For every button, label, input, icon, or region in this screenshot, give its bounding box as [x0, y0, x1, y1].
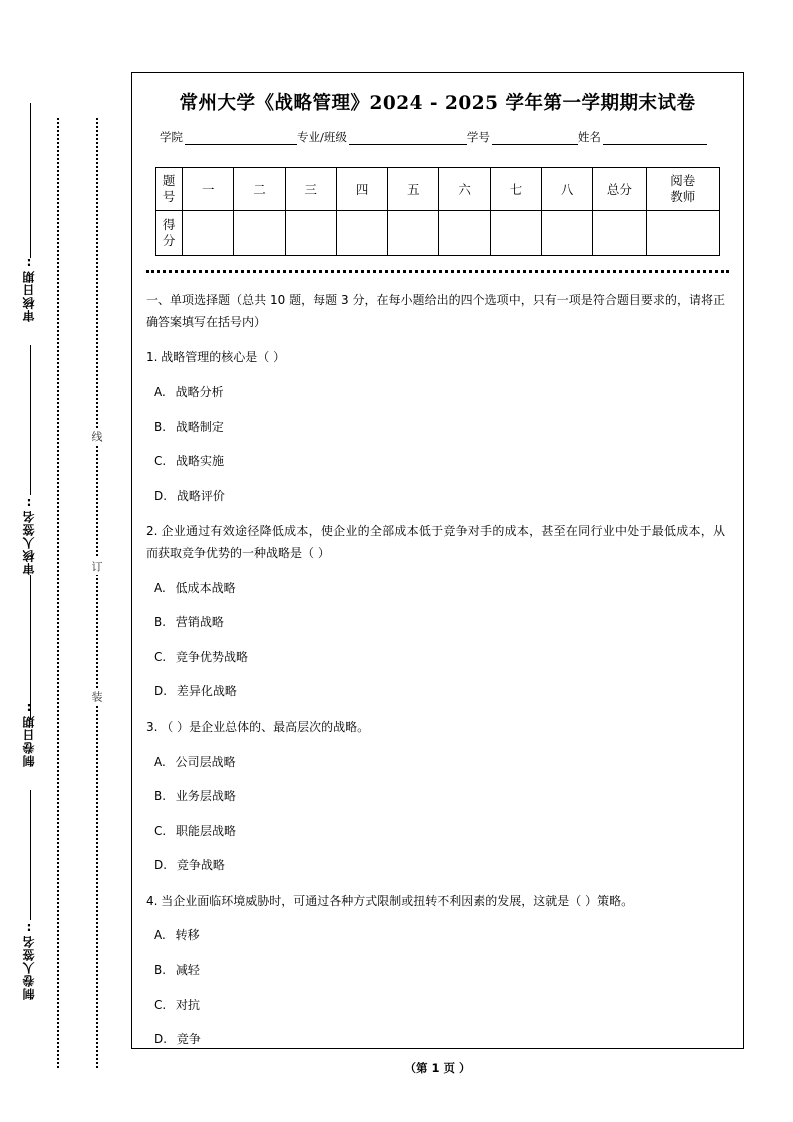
- question-4-option-a[interactable]: [146, 925, 725, 947]
- table-row-scores: [156, 211, 720, 256]
- binding-dotted-line-inner: [96, 118, 98, 1068]
- question-1-option-d[interactable]: [146, 486, 725, 508]
- section-divider: [146, 270, 729, 273]
- section-heading: 一、单项选择题（总共 10 题，每题 3 分，在每小题给出的四个选项中，只有一项是符合题目要求的，请将正确答案填写在括号内）: [146, 293, 725, 330]
- question-4-option-d[interactable]: [146, 1029, 725, 1051]
- score-cell-4[interactable]: [336, 211, 387, 256]
- field-label-major-class: 专业/班级: [297, 130, 347, 144]
- margin-label-auditor-signature: 审核人签名:: [22, 495, 36, 575]
- question-1-number: 1.: [146, 350, 158, 365]
- page-title: 常州大学《战略管理》2024 - 2025 学年第一学期期末试卷: [179, 93, 696, 114]
- margin-rule-2: [30, 345, 31, 495]
- score-col-1: 一: [183, 168, 234, 211]
- question-3-option-c-text: 职能层战略: [176, 823, 237, 838]
- score-col-8: 八: [542, 168, 593, 211]
- margin-rule-1: [30, 103, 31, 258]
- score-col-4: 四: [336, 168, 387, 211]
- score-col-3: 三: [285, 168, 336, 211]
- question-4-option-c-text: 对抗: [176, 997, 201, 1012]
- binding-margin: [0, 0, 131, 1122]
- question-2-option-c-text: 竞争优势战略: [176, 649, 249, 664]
- question-4-option-a-text: 转移: [175, 928, 200, 943]
- question-1-option-c-text: 战略实施: [176, 454, 225, 469]
- binding-mark-ding: 订: [88, 558, 104, 575]
- margin-label-produce-date: 制卷日期:: [22, 700, 36, 767]
- field-input-college[interactable]: [185, 132, 297, 145]
- exam-content: [146, 289, 725, 1051]
- score-cell-2[interactable]: [234, 211, 285, 256]
- field-label-college: 学院: [160, 130, 183, 144]
- field-label-student-id: 学号: [466, 130, 490, 144]
- binding-mark-zhuang: 装: [88, 688, 104, 705]
- question-1-option-a[interactable]: [146, 382, 725, 404]
- score-col-5: 五: [388, 168, 439, 211]
- score-cell-total[interactable]: [593, 211, 646, 256]
- score-cell-3[interactable]: [285, 211, 336, 256]
- question-1-option-b[interactable]: [146, 417, 725, 439]
- margin-label-producer-signature: 制卷人签名:: [22, 920, 36, 1000]
- score-cell-1[interactable]: [183, 211, 234, 256]
- question-1-option-a-letter: A.: [154, 384, 166, 399]
- question-4-option-c[interactable]: [146, 995, 725, 1017]
- field-input-name[interactable]: [603, 132, 707, 145]
- question-2-option-d-text: 差异化战略: [176, 684, 237, 699]
- field-input-student-id[interactable]: [492, 132, 578, 145]
- question-1-option-a-text: 战略分析: [175, 384, 224, 399]
- score-col-teacher-line2: 教师: [670, 189, 696, 204]
- score-cell-6[interactable]: [439, 211, 490, 256]
- field-input-major-class[interactable]: [349, 132, 467, 145]
- score-col-7: 七: [490, 168, 541, 211]
- question-2-text: 企业通过有效途径降低成本，使企业的全部成本低于竞争对手的成本，甚至在同行业中处于最低成本，从而获取竞争优势的一种战略是（ ）: [146, 524, 725, 560]
- score-table: [155, 167, 720, 256]
- table-row-question-numbers: [156, 168, 720, 211]
- question-3-option-c-letter: C.: [154, 823, 167, 838]
- question-3-option-c[interactable]: [146, 821, 725, 843]
- row-label-question-number: [156, 168, 183, 211]
- question-1-option-d-letter: D.: [154, 488, 168, 503]
- question-3-option-b-text: 业务层战略: [175, 789, 236, 804]
- question-2-option-b-text: 营销战略: [175, 615, 224, 630]
- question-4-text: 当企业面临环境威胁时，可通过各种方式限制或扭转不利因素的发展，这就是（ ）策略。: [161, 893, 634, 908]
- question-2-option-a[interactable]: [146, 578, 725, 600]
- margin-rule-4: [30, 790, 31, 920]
- margin-label-audit-date: 审核日期:: [22, 255, 36, 322]
- question-1-option-b-letter: B.: [154, 419, 167, 434]
- page-footer: （第 1 页 ）: [404, 1061, 471, 1075]
- row-label-score-char2: 分: [162, 233, 176, 248]
- question-4-option-d-letter: D.: [154, 1032, 168, 1047]
- score-col-total: 总分: [593, 168, 646, 211]
- score-col-2: 二: [234, 168, 285, 211]
- question-1-text: 战略管理的核心是（ ）: [161, 350, 286, 365]
- question-2: [146, 521, 725, 564]
- question-3-option-a-letter: A.: [154, 754, 166, 769]
- question-3-option-a[interactable]: [146, 752, 725, 774]
- question-3-option-d-text: 竞争战略: [176, 858, 225, 873]
- question-3-option-b[interactable]: [146, 786, 725, 808]
- question-4-number: 4.: [146, 893, 158, 908]
- question-1: [146, 347, 725, 369]
- score-cell-teacher[interactable]: [646, 211, 719, 256]
- question-1-option-c-letter: C.: [154, 454, 167, 469]
- question-1-option-b-text: 战略制定: [175, 419, 224, 434]
- question-4-option-b[interactable]: [146, 960, 725, 982]
- score-col-teacher: [646, 168, 719, 211]
- binding-dotted-line-outer: [57, 118, 59, 1068]
- question-2-option-a-letter: A.: [154, 580, 166, 595]
- margin-rule-3: [30, 575, 31, 720]
- score-cell-8[interactable]: [542, 211, 593, 256]
- question-2-option-b-letter: B.: [154, 615, 167, 630]
- question-2-option-c-letter: C.: [154, 649, 167, 664]
- question-2-option-c[interactable]: [146, 647, 725, 669]
- question-1-option-d-text: 战略评价: [176, 488, 225, 503]
- question-4-option-a-letter: A.: [154, 928, 166, 943]
- row-label-question-number-char2: 号: [162, 189, 176, 204]
- question-2-option-d-letter: D.: [154, 684, 168, 699]
- question-2-option-b[interactable]: [146, 612, 725, 634]
- score-cell-5[interactable]: [388, 211, 439, 256]
- question-3-option-b-letter: B.: [154, 789, 167, 804]
- binding-mark-xian: 线: [88, 428, 104, 445]
- row-label-question-number-char1: 题: [162, 173, 176, 189]
- question-4-option-b-letter: B.: [154, 963, 167, 978]
- student-info-fields: [160, 129, 721, 145]
- question-3-text: （ ）是企业总体的、最高层次的战略。: [161, 719, 370, 734]
- question-1-option-c[interactable]: [146, 451, 725, 473]
- question-4-option-d-text: 竞争: [176, 1032, 201, 1047]
- question-2-option-a-text: 低成本战略: [175, 580, 236, 595]
- question-3-option-d[interactable]: [146, 855, 725, 877]
- question-3-number: 3.: [146, 719, 158, 734]
- exam-sheet: [131, 72, 744, 1049]
- question-3: [146, 717, 725, 739]
- question-3-option-a-text: 公司层战略: [175, 754, 236, 769]
- question-4: [146, 891, 725, 913]
- question-4-option-b-text: 减轻: [175, 963, 200, 978]
- score-col-6: 六: [439, 168, 490, 211]
- field-label-name: 姓名: [577, 130, 601, 144]
- score-col-teacher-line1: 阅卷: [670, 173, 696, 189]
- score-cell-7[interactable]: [490, 211, 541, 256]
- question-2-number: 2.: [146, 524, 158, 539]
- row-label-score: [156, 211, 183, 256]
- question-4-option-c-letter: C.: [154, 997, 167, 1012]
- question-2-option-d[interactable]: [146, 681, 725, 703]
- question-3-option-d-letter: D.: [154, 858, 168, 873]
- row-label-score-char1: 得: [162, 217, 176, 233]
